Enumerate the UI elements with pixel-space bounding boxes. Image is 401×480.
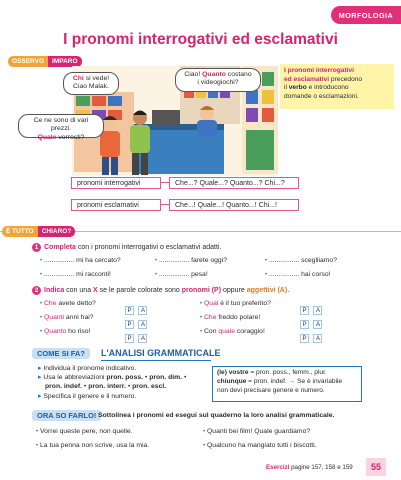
ex1-item-2: • ................ farete oggi? [155, 257, 228, 264]
ex1-item-3: • ................ sceglliamo? [265, 257, 337, 264]
diagram-label-2: pronomi esclamativi [71, 199, 161, 211]
ex1-item-4: • ................ mi racconti! [40, 271, 111, 278]
section-tag: MORFOLOGIA [331, 6, 401, 24]
ex2-row-6: • Con quale coraggio! [200, 328, 265, 335]
ex1-item-6: • ................ hai corso! [265, 271, 331, 278]
diagram-value-2: Che...! Quale...! Quanto...! Chi...! [169, 199, 299, 211]
diagram-value-1: Che...? Quale...? Quanto...? Chi...? [169, 177, 299, 189]
ex2-row-2-options[interactable]: P A [125, 313, 147, 331]
diagram-arrow-1 [161, 182, 169, 183]
ex2-row-5-options[interactable]: P A [300, 313, 322, 331]
grammar-steps: ▸ Individua il pronome indicativo. ▸ Usa le abbreviazioni pron. poss. • pron. dim. • pron. indef. • pron. interr. • pron. escl. ▸ Specifica il genere e il numero. [38, 365, 187, 400]
exercise-2-instructions: Indica con una X se le parole colorate sono pronomi (P) oppure aggettivi (A). [44, 287, 290, 294]
page-number: 55 [366, 458, 386, 476]
exercise-2-number: 2 [32, 286, 41, 295]
ex1-item-5: • ................ pesa! [155, 271, 208, 278]
ex2-row-3-options[interactable]: P A [125, 327, 147, 345]
ora-tag: ORA SO FARLO! [32, 410, 101, 421]
bubble-2-a: Ciao! [184, 71, 203, 78]
tutto-tag-a: È TUTTO [2, 226, 38, 237]
bubble-1-line2: Ciao Malak. [73, 83, 109, 91]
grammar-example-box: (le) vostre = pron. poss., femm., plur. chiunque = pron. indef. → Se è invariabile non devi precisare genere e numero. [212, 366, 362, 402]
tutto-tag [2, 226, 75, 237]
note-line4: domande o esclamazioni. [284, 93, 359, 101]
note-line3c: e introducono [306, 84, 349, 92]
ex2-row-6-options[interactable]: P A [300, 327, 322, 345]
ex2-row-1: • Che avete detto? [40, 300, 96, 307]
bubble-1-rest: si vede! [83, 75, 110, 82]
note-line1: I pronomi interrogativi [284, 67, 354, 74]
ex1-verb: Completa [44, 244, 76, 251]
bubble-2-word: Quanto [202, 71, 226, 78]
speech-bubble-3 [18, 114, 104, 141]
grammar-underline [101, 360, 211, 361]
ex2-row-3: • Quanto ho riso! [40, 328, 91, 335]
ex2-row-2: • Quanti anni hai? [40, 314, 94, 321]
bubble-2-line2: i videogiochi? [197, 79, 239, 87]
observe-tag-a: OSSERVO [8, 56, 48, 67]
ex2-row-1-options[interactable]: P A [125, 299, 147, 317]
note-line3b: verbo [288, 84, 307, 92]
speech-bubble-2 [175, 68, 261, 92]
ex2-row-4-options[interactable]: P A [300, 299, 322, 317]
ex2-row-4: • Qual è il tuo preferito? [200, 300, 271, 307]
note-line2: ed esclamativi [284, 75, 330, 83]
bubble-2-b: costano [225, 71, 252, 78]
exercise-1-number: 1 [32, 243, 41, 252]
ora-instructions: Sottolinea i pronomi ed esegui sul quaderno la loro analisi grammaticale. [98, 412, 335, 419]
tutto-tag-b: CHIARO? [38, 226, 76, 237]
bubble-3-rest: vorresti? [56, 133, 85, 141]
note-line2b: precedono [329, 75, 363, 83]
ex1-item-1: • ................ mi ha cercato? [40, 257, 121, 264]
exercise-1-instructions [44, 244, 221, 251]
ex2-row-5: • Che freddo polare! [200, 314, 261, 321]
page-title: I pronomi interrogativi ed esclamativi [63, 31, 338, 48]
grammar-tag: COME SI FA? [32, 348, 90, 359]
bubble-1-word: Chi [72, 75, 84, 82]
ora-item-2: • Quanti bei film! Quale guardiamo? [203, 428, 311, 435]
bubble-3-line1: Ce ne sono di vari prezzi. [33, 117, 89, 133]
ex1-rest: con i pronomi interrogativi o esclamativi adatti. [75, 244, 222, 251]
bubble-3-word: Quale [37, 133, 57, 141]
diagram-label-1: pronomi interrogativi [71, 177, 161, 189]
rule-note [280, 64, 394, 109]
arrow-right-icon: → [288, 377, 296, 385]
diagram-arrow-2 [161, 204, 169, 205]
ora-item-1: • Vorrei queste pere, non quelle. [36, 428, 133, 435]
ora-item-4: • Qualcuno ha mangiato tutti i biscotti. [203, 442, 317, 449]
footer-exercises-ref: Esercizi pagine 157, 158 e 159 [266, 464, 353, 471]
observe-tag-b: IMPARO [48, 56, 82, 67]
ora-item-3: • La tua penna non scrive, usa la mia. [36, 442, 150, 449]
note-line3a: il [284, 84, 289, 92]
grammar-heading: L'ANALISI GRAMMATICALE [101, 348, 221, 358]
speech-bubble-1 [63, 72, 119, 95]
